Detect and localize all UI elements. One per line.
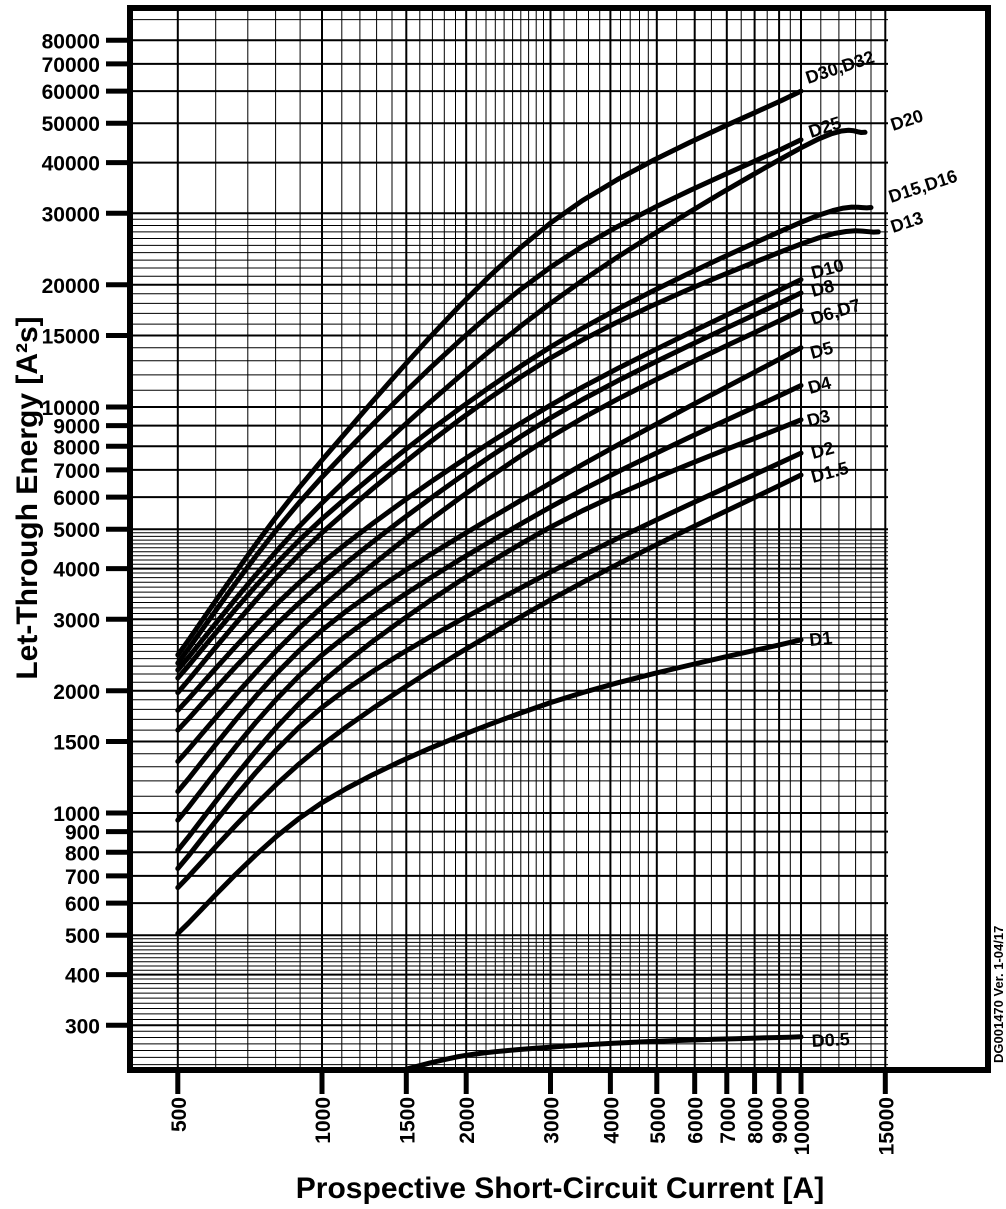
x-tick-label-4000: 4000: [600, 1097, 624, 1144]
curve-label-d1: D1: [808, 627, 834, 650]
y-tick-label-4000: 4000: [53, 558, 100, 582]
x-tick-label-6000: 6000: [684, 1097, 708, 1144]
x-axis-title: Prospective Short-Circuit Current [A]: [295, 1172, 825, 1205]
curve-label-d5: D5: [807, 337, 836, 363]
y-tick-label-80000: 80000: [41, 30, 100, 54]
curve-label-d10: D10: [808, 254, 846, 283]
y-tick-label-20000: 20000: [41, 274, 100, 298]
x-tick-label-3000: 3000: [540, 1097, 564, 1144]
curve-label-d4: D4: [805, 372, 834, 398]
y-tick-label-30000: 30000: [41, 203, 100, 227]
curve-label-d3: D3: [804, 405, 833, 431]
y-tick-label-3000: 3000: [53, 609, 100, 633]
y-axis-title: Let-Through Energy [A²s]: [11, 316, 44, 680]
curve-d13: [178, 231, 879, 693]
curve-label-d6-d7: D6,D7: [808, 294, 863, 329]
y-tick-label-40000: 40000: [41, 152, 100, 176]
x-tick-label-1500: 1500: [396, 1097, 420, 1144]
y-tick-label-800: 800: [64, 842, 100, 866]
curve-label-d20: D20: [888, 105, 926, 135]
curve-label-d25: D25: [806, 112, 844, 142]
curve-d8: [178, 293, 801, 730]
y-tick-label-400: 400: [64, 964, 100, 988]
x-tick-label-5000: 5000: [646, 1097, 670, 1144]
x-tick-label-500: 500: [167, 1097, 191, 1133]
y-tick-label-9000: 9000: [53, 415, 100, 439]
curve-label-d2: D2: [808, 437, 837, 463]
x-tick-label-10000: 10000: [791, 1097, 814, 1156]
y-tick-label-8000: 8000: [53, 436, 100, 460]
y-tick-label-600: 600: [64, 893, 100, 917]
y-tick-label-1500: 1500: [53, 731, 100, 755]
grid-major-lines: [130, 8, 888, 1070]
curve-label-d13: D13: [888, 207, 926, 237]
curve-label-d1-5: D1.5: [808, 457, 851, 487]
y-tick-label-6000: 6000: [53, 487, 100, 511]
curve-label-d15-d16: D15,D16: [886, 165, 960, 207]
y-tick-label-700: 700: [64, 865, 100, 889]
y-tick-label-10000: 10000: [41, 397, 100, 420]
x-tick-label-2000: 2000: [456, 1097, 480, 1144]
x-tick-label-15000: 15000: [875, 1097, 899, 1156]
grid-minor-lines: [130, 8, 888, 1070]
y-tick-label-2000: 2000: [53, 680, 100, 704]
curve-label-d0-5: D0.5: [811, 1029, 851, 1051]
x-tick-label-8000: 8000: [744, 1097, 768, 1144]
y-tick-label-900: 900: [64, 821, 100, 845]
y-tick-label-60000: 60000: [41, 81, 100, 105]
y-tick-label-5000: 5000: [53, 519, 100, 543]
y-tick-label-15000: 15000: [41, 325, 100, 349]
y-tick-label-300: 300: [64, 1015, 100, 1039]
x-tick-label-7000: 7000: [716, 1097, 740, 1144]
y-tick-label-70000: 70000: [41, 53, 100, 77]
y-tick-label-1000: 1000: [53, 803, 100, 826]
x-tick-label-9000: 9000: [769, 1097, 793, 1144]
document-version-text: DG001470 Ver. 1-04/17: [991, 925, 1006, 1063]
curve-label-d8: D8: [808, 275, 837, 301]
y-tick-label-50000: 50000: [41, 113, 100, 137]
y-tick-label-7000: 7000: [53, 459, 100, 483]
curve-label-d30-d32: D30,D32: [803, 46, 877, 88]
x-tick-label-1000: 1000: [312, 1097, 335, 1144]
y-tick-label-500: 500: [64, 925, 100, 949]
